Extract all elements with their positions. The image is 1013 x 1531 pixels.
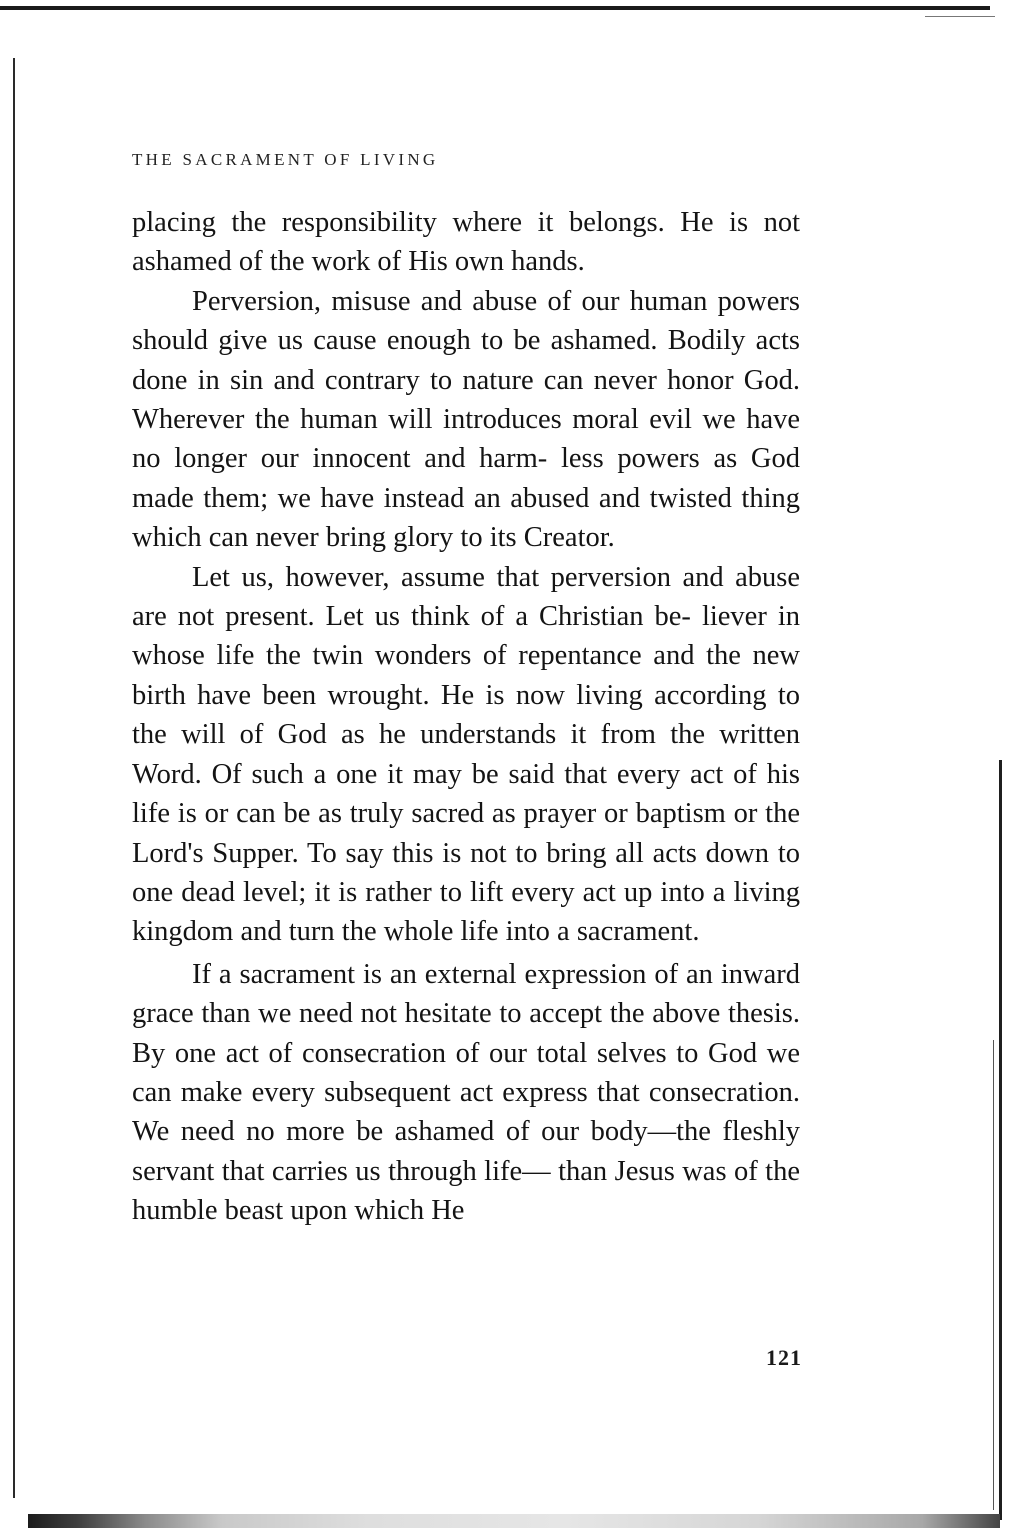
paragraph-perversion: Perversion, misuse and abuse of our human powers should give us cause enough to be ashamed. Bodily acts done in sin and contrary to nature can never honor God. Wherever the human will introduces moral evil we have no longer our innocent and harm- less powers as God made them; we have instead an abused and twisted thing which can never bring glory to its Creator. <box>132 285 800 554</box>
paragraph-continuation: placing the responsibility where it belongs. He is not ashamed of the work of His own hands. <box>132 207 800 278</box>
page-number: 121 <box>766 1345 802 1370</box>
running-head: THE SACRAMENT OF LIVING <box>132 150 439 169</box>
bottom-scan-band <box>28 1514 1000 1528</box>
right-page-edge <box>999 760 1002 1520</box>
left-page-edge <box>13 58 15 1498</box>
body-text <box>132 203 800 1231</box>
top-border-tail <box>925 16 995 17</box>
paragraph-let-us-assume: Let us, however, assume that perversion and abuse are not present. Let us think of a Christian be- liever in whose life the twin wonders of repentance and the new birth have been wrought. He is now living according to the will of God as he understands it from the written Word. Of such a one it may be said that every act of his life is or can be as truly sacred as prayer or baptism or the Lord's Supper. To say this is not to bring all acts down to one dead level; it is rather to lift every act up into a living kingdom and turn the whole life into a sacrament. <box>132 561 800 948</box>
top-border-rule <box>0 6 990 10</box>
paragraph-sacrament-definition: If a sacrament is an external expression of an inward grace than we need not hesitate to accept the above thesis. By one act of consecration of our total selves to God we can make every subsequent act express that consecration. We need no more be ashamed of our body—the fleshly servant that carries us through life— than Jesus was of the humble beast upon which He <box>132 958 800 1227</box>
right-page-edge-inner <box>993 1040 994 1510</box>
